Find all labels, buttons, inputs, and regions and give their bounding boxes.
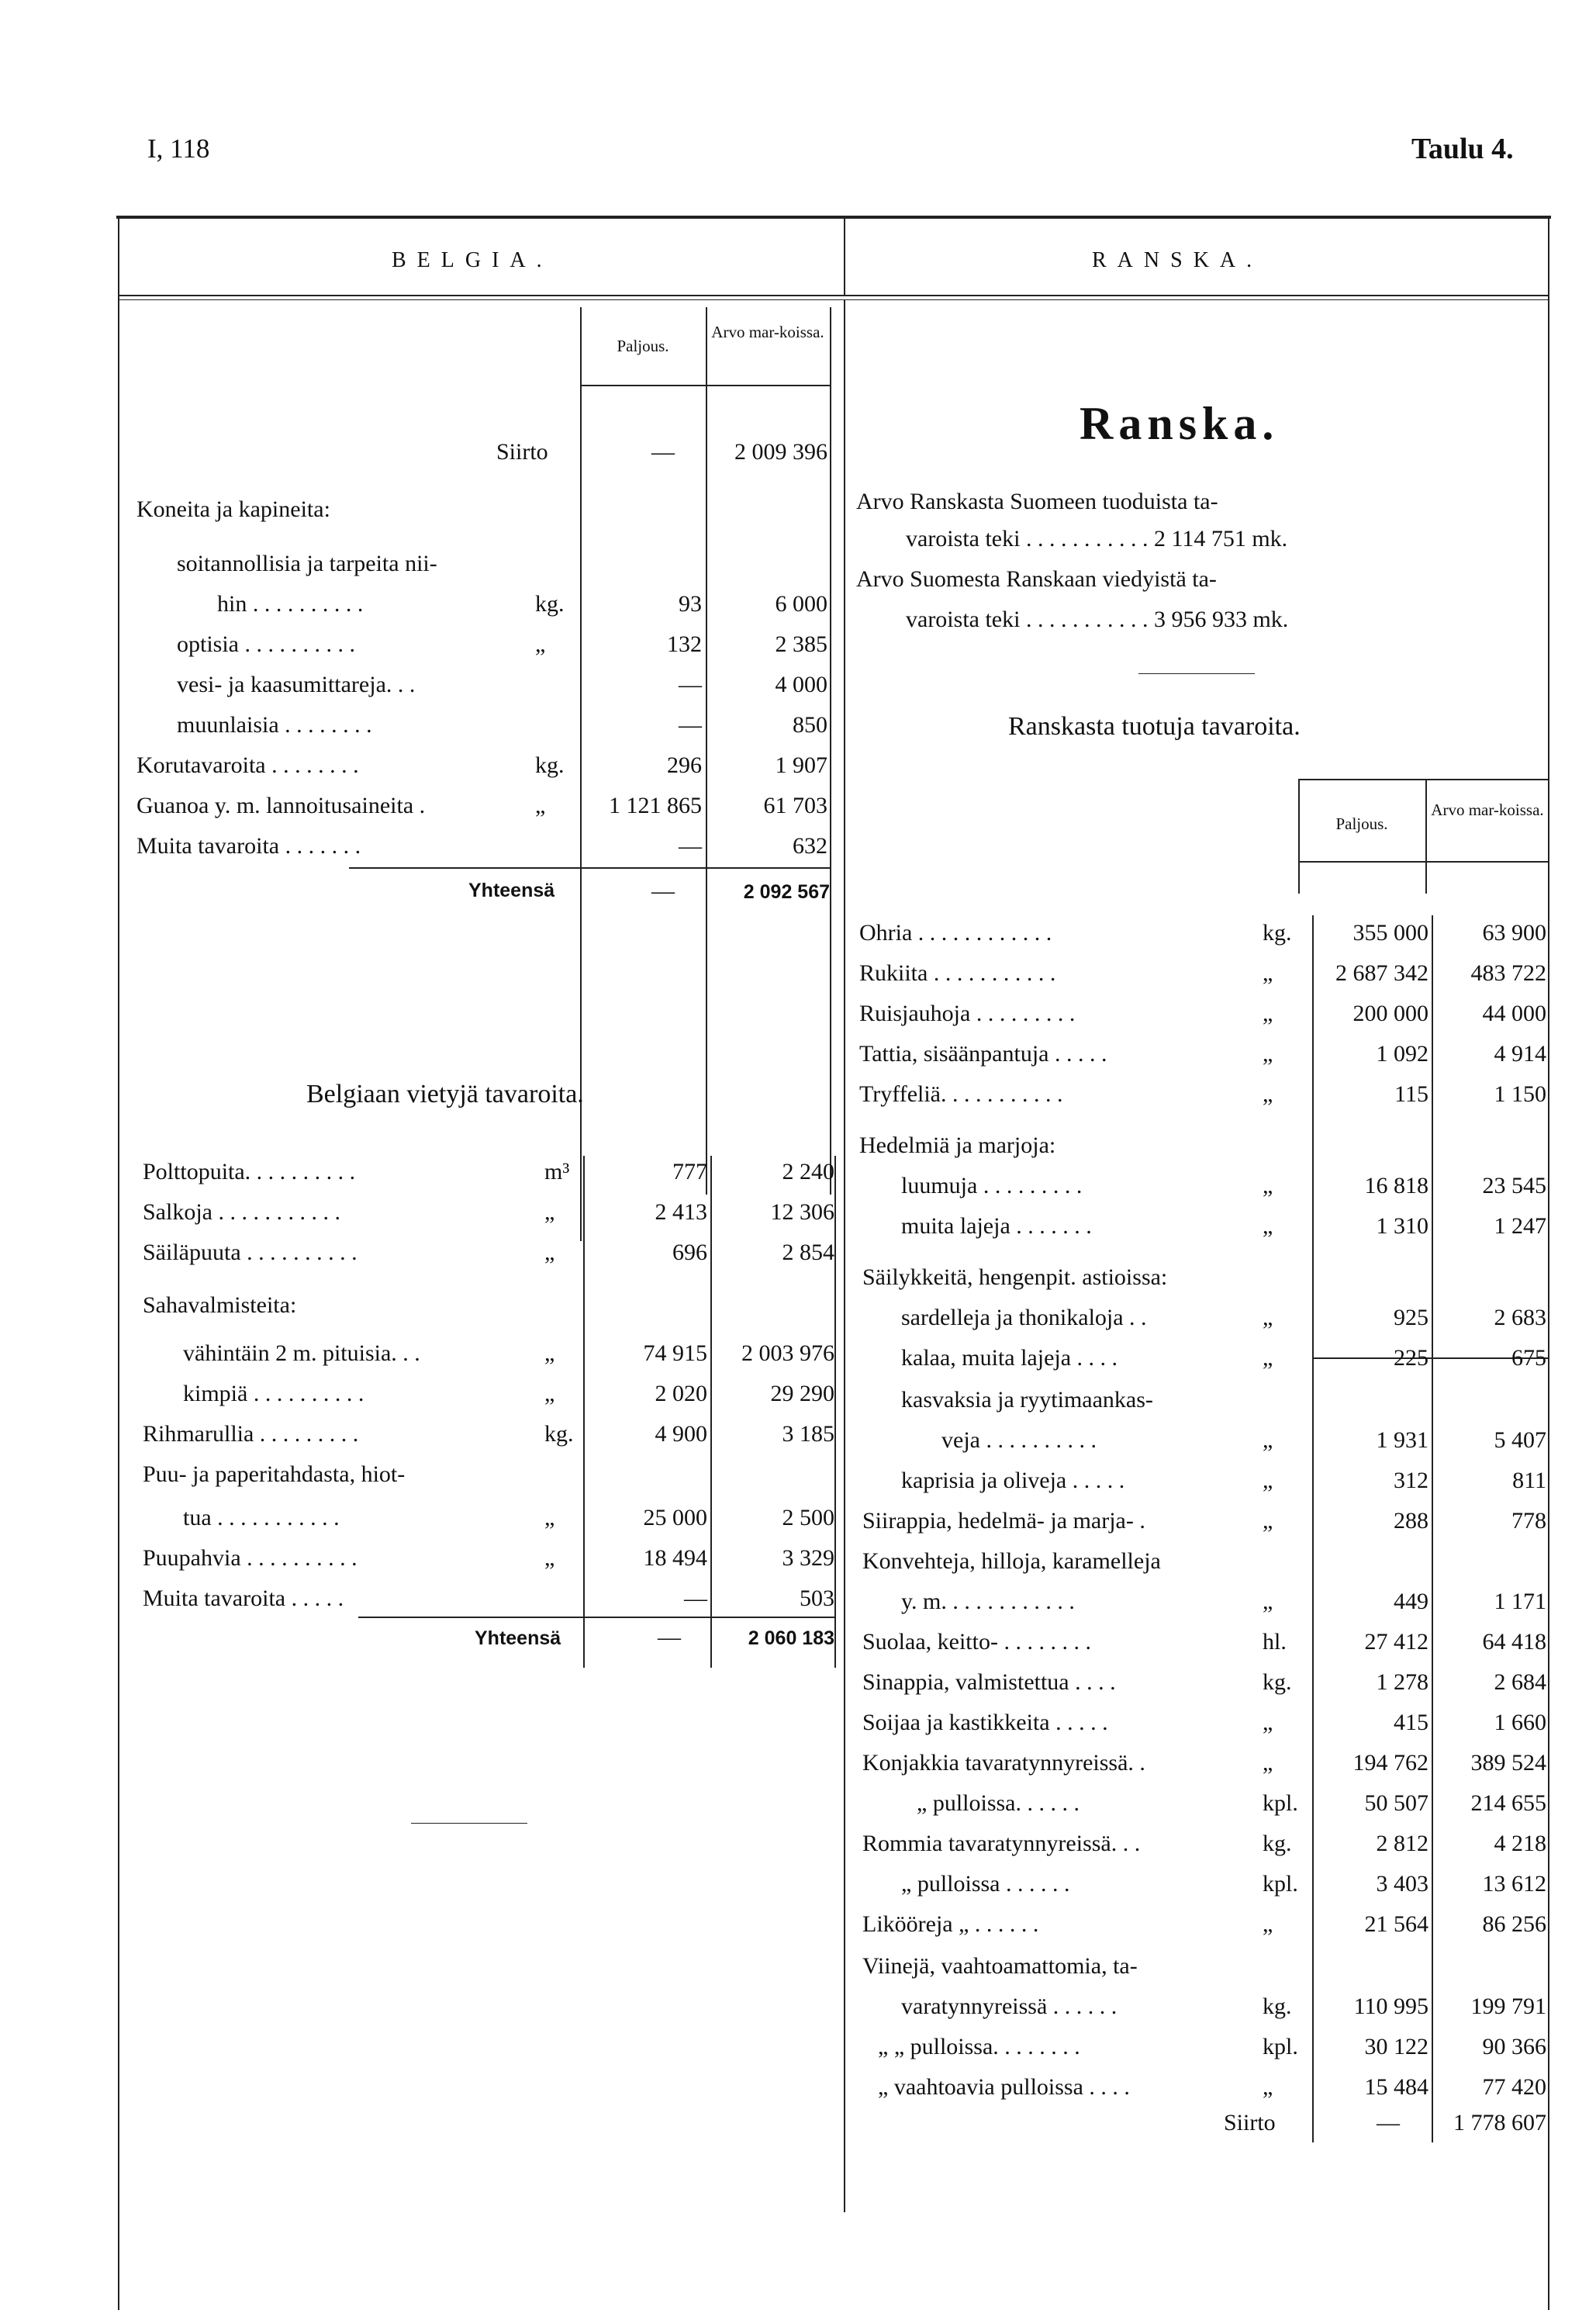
ranska-imports-qty: 21 564 xyxy=(1364,1911,1428,1937)
ranska-imports-label: „ pulloissa. . . . . . xyxy=(917,1790,1080,1816)
header-divider xyxy=(844,216,845,295)
belgia-exports-unit: kg. xyxy=(544,1421,574,1447)
ranska-imports-qty: 15 484 xyxy=(1364,2074,1428,2100)
ranska-imports-value: 77 420 xyxy=(1482,2074,1546,2100)
ranska-imports-qty: 2 687 342 xyxy=(1335,960,1428,986)
page-reference: I, 118 xyxy=(147,133,210,164)
belgia-exports-label: Rihmarullia . . . . . . . . . xyxy=(143,1421,359,1447)
ranska-summary-4: varoista teki . . . . . . . . . . . 3 956 933 mk. xyxy=(906,607,1289,632)
ranska-imports-value: 86 256 xyxy=(1482,1911,1546,1937)
ranska-imports-qty: 30 122 xyxy=(1364,2034,1428,2059)
ranska-imports-label: Tattia, sisäänpantuja . . . . . xyxy=(859,1041,1107,1067)
ranska-imports-label: Siirappia, hedelmä- ja marja- . xyxy=(862,1508,1145,1534)
ranska-imports-value: 13 612 xyxy=(1482,1871,1546,1897)
belgia-exports-label: Muita tavaroita . . . . . xyxy=(143,1586,344,1611)
ranska-imports-qty: 115 xyxy=(1394,1081,1428,1107)
belgia-imports-label: Koneita ja kapineita: xyxy=(136,496,330,522)
ranska-imports-qty: 2 812 xyxy=(1376,1831,1428,1856)
belgia-exports-label: tua . . . . . . . . . . . xyxy=(183,1505,340,1530)
ranska-col-value: Arvo mar-koissa. xyxy=(1431,801,1544,819)
ranska-imports-label: Soijaa ja kastikkeita . . . . . xyxy=(862,1710,1108,1735)
belgia-exports-qty: 18 494 xyxy=(643,1545,707,1571)
belgia-imports-unit: „ xyxy=(535,631,546,657)
belgia-imports-label: soitannollisia ja tarpeita nii- xyxy=(177,551,437,576)
ranska-imports-label: luumuja . . . . . . . . . xyxy=(901,1173,1083,1198)
belgia-exports-unit: „ xyxy=(544,1240,555,1265)
ranska-imports-qty: 1 278 xyxy=(1376,1669,1428,1695)
ranska-imports-qty: 27 412 xyxy=(1364,1629,1428,1655)
belgia-imports-total-value: 2 092 567 xyxy=(743,881,830,903)
ranska-imports-unit: „ xyxy=(1263,960,1273,986)
ranska-imports-qty: 925 xyxy=(1394,1305,1428,1330)
ranska-imports-unit: kg. xyxy=(1263,1669,1292,1695)
belgia-imports-qty: — xyxy=(679,712,702,738)
belgia-imports-value: 4 000 xyxy=(775,672,827,697)
belgia-imports-label: optisia . . . . . . . . . . xyxy=(177,631,355,657)
ranska-imports-value: 44 000 xyxy=(1482,1001,1546,1026)
belgia-exports-qty: 25 000 xyxy=(643,1505,707,1530)
ranska-imports-value: 1 660 xyxy=(1494,1710,1546,1735)
ranska-imports-unit: „ xyxy=(1263,1750,1273,1776)
ranska-imports-label: veja . . . . . . . . . . xyxy=(941,1427,1097,1453)
ranska-imports-label: Säilykkeitä, hengenpit. astioissa: xyxy=(862,1264,1168,1290)
ranska-imports-unit: kg. xyxy=(1263,1831,1292,1856)
ranska-imports-unit: „ xyxy=(1263,1468,1273,1493)
belgia-siirto-label: Siirto xyxy=(496,439,548,465)
belgia-exports-total-label: Yhteensä xyxy=(475,1627,561,1649)
belgia-exports-value: 29 290 xyxy=(770,1381,834,1406)
ranska-summary-rule xyxy=(1138,673,1255,674)
belgia-exports-label: kimpiä . . . . . . . . . . xyxy=(183,1381,364,1406)
ranska-imports-label: Rukiita . . . . . . . . . . . xyxy=(859,960,1056,986)
ranska-imports-qty: 1 310 xyxy=(1376,1213,1428,1239)
ranska-siirto-qty: — xyxy=(1377,2110,1400,2135)
ranska-colhead-rule xyxy=(1298,861,1549,863)
belgia-exports-title: Belgiaan vietyjä tavaroita. xyxy=(306,1080,584,1108)
ranska-imports-value: 4 914 xyxy=(1494,1041,1546,1067)
ranska-imports-label: Rommia tavaratynnyreissä. . . xyxy=(862,1831,1141,1856)
ranska-imports-qty: 415 xyxy=(1394,1710,1428,1735)
ranska-imports-label: Sinappia, valmistettua . . . . xyxy=(862,1669,1116,1695)
belgia-exports-label: Polttopuita. . . . . . . . . . xyxy=(143,1159,356,1184)
belgia-siirto-qty: — xyxy=(651,439,675,465)
ranska-imports-label: Ohria . . . . . . . . . . . . xyxy=(859,920,1052,946)
belgia-imports-qty: — xyxy=(679,833,702,859)
belgia-exports-label: Puu- ja paperitahdasta, hiot- xyxy=(143,1461,406,1487)
ranska-siirto-label: Siirto xyxy=(1224,2110,1276,2135)
ranska-imports-label: Likööreja „ . . . . . . xyxy=(862,1911,1039,1937)
ranska-imports-label: kaprisia ja oliveja . . . . . xyxy=(901,1468,1125,1493)
left-frame xyxy=(118,216,119,2310)
ranska-imports-qty: 1 092 xyxy=(1376,1041,1428,1067)
ranska-imports-qty: 312 xyxy=(1394,1468,1428,1493)
ranska-imports-value: 63 900 xyxy=(1482,920,1546,946)
ranska-imports-unit: „ xyxy=(1263,1710,1273,1735)
belgia-exports-qty: 2 020 xyxy=(655,1381,707,1406)
belgia-imports-qty: 132 xyxy=(667,631,702,657)
belgia-heading: BELGIA. xyxy=(392,248,553,272)
belgia-imports-value: 6 000 xyxy=(775,591,827,617)
ranska-imports-qty: 225 xyxy=(1394,1345,1428,1371)
ranska-imports-unit: „ xyxy=(1263,1081,1273,1107)
ranska-col-line-1 xyxy=(1298,779,1300,894)
ranska-siirto-line xyxy=(1432,2104,1433,2142)
belgia-imports-label: Korutavaroita . . . . . . . . xyxy=(136,752,359,778)
belgia-imports-value: 2 385 xyxy=(775,631,827,657)
ranska-imports-unit: „ xyxy=(1263,1911,1273,1937)
belgia-siirto-value: 2 009 396 xyxy=(734,439,827,465)
table-reference: Taulu 4. xyxy=(1411,133,1514,165)
ranska-imports-value: 5 407 xyxy=(1494,1427,1546,1453)
belgia-colhead-rule xyxy=(580,385,830,386)
ranska-siirto-line-2 xyxy=(1312,2104,1314,2142)
belgia-imports-value: 1 907 xyxy=(775,752,827,778)
ranska-imports-label: kalaa, muita lajeja . . . . xyxy=(901,1345,1118,1371)
belgia-imports-unit: kg. xyxy=(535,591,565,617)
ranska-imports-unit: kg. xyxy=(1263,1994,1292,2019)
right-frame xyxy=(1548,216,1549,2310)
belgia-imports-label: hin . . . . . . . . . . xyxy=(217,591,364,617)
ranska-imports-qty: 110 995 xyxy=(1353,1994,1428,2019)
ranska-imports-value: 214 655 xyxy=(1470,1790,1546,1816)
ranska-imports-value: 199 791 xyxy=(1470,1994,1546,2019)
ranska-imports-label: „ vaahtoavia pulloissa . . . . xyxy=(878,2074,1130,2100)
ranska-imports-label: kasvaksia ja ryytimaankas- xyxy=(901,1387,1153,1413)
belgia-imports-sum-rule xyxy=(349,867,830,869)
belgia-imports-qty: 296 xyxy=(667,752,702,778)
ranska-imports-qty: 449 xyxy=(1394,1589,1428,1614)
ranska-imports-unit: kg. xyxy=(1263,920,1292,946)
belgia-exports-value: 2 240 xyxy=(782,1159,834,1184)
belgia-exports-value: 3 329 xyxy=(782,1545,834,1571)
ranska-big-title: Ranska. xyxy=(1080,398,1280,449)
ranska-imports-label: „ „ pulloissa. . . . . . . . xyxy=(878,2034,1080,2059)
belgia-imports-unit: „ xyxy=(535,793,546,818)
belgia-end-rule xyxy=(411,1823,527,1824)
belgia-col-line-1 xyxy=(580,307,582,437)
belgia-exports-unit: „ xyxy=(544,1545,555,1571)
belgia-exports-qty: 696 xyxy=(672,1240,707,1265)
belgia-imports-total-label: Yhteensä xyxy=(468,880,555,901)
belgia-imports-label: Muita tavaroita . . . . . . . xyxy=(136,833,361,859)
ranska-imports-qty: 194 762 xyxy=(1352,1750,1428,1776)
ranska-imports-unit: „ xyxy=(1263,1001,1273,1026)
ranska-colhead-top-rule xyxy=(1298,779,1549,780)
ranska-imports-value: 64 418 xyxy=(1482,1629,1546,1655)
ranska-imports-value: 811 xyxy=(1512,1468,1546,1493)
ranska-imports-value: 778 xyxy=(1511,1508,1546,1534)
belgia-imports-label: vesi- ja kaasumittareja. . . xyxy=(177,672,416,697)
ranska-imports-qty: 355 000 xyxy=(1352,920,1428,946)
belgia-exports-label: Salkoja . . . . . . . . . . . xyxy=(143,1199,340,1225)
ranska-imports-label: y. m. . . . . . . . . . . . xyxy=(901,1589,1075,1614)
ranska-imports-title: Ranskasta tuotuja tavaroita. xyxy=(1008,712,1301,741)
belgia-exports-total-value: 2 060 183 xyxy=(748,1627,834,1649)
belgia-exports-label: Säiläpuuta . . . . . . . . . . xyxy=(143,1240,358,1265)
header-rule xyxy=(118,295,1549,296)
ranska-imports-qty: 16 818 xyxy=(1364,1173,1428,1198)
ranska-imports-unit: „ xyxy=(1263,1589,1273,1614)
ranska-imports-label: „ pulloissa . . . . . . xyxy=(901,1871,1070,1897)
ranska-imports-value: 4 218 xyxy=(1494,1831,1546,1856)
ranska-imports-label: Ruisjauhoja . . . . . . . . . xyxy=(859,1001,1076,1026)
ranska-imports-unit: hl. xyxy=(1263,1629,1287,1655)
belgia-imports-value: 850 xyxy=(793,712,827,738)
ranska-col-qty: Paljous. xyxy=(1335,814,1388,833)
belgia-exp-col-line-3 xyxy=(834,1156,836,1668)
belgia-imports-qty: 93 xyxy=(679,591,702,617)
ranska-col-line-2 xyxy=(1425,779,1427,894)
ranska-imports-value: 1 247 xyxy=(1494,1213,1546,1239)
belgia-imports-label: Guanoa y. m. lannoitusaineita . xyxy=(136,793,426,818)
ranska-imports-unit: „ xyxy=(1263,1305,1273,1330)
ranska-imports-value: 389 524 xyxy=(1470,1750,1546,1776)
ranska-imports-value: 675 xyxy=(1511,1345,1546,1371)
ranska-imports-label: sardelleja ja thonikaloja . . xyxy=(901,1305,1147,1330)
belgia-exports-unit: „ xyxy=(544,1340,555,1366)
ranska-imports-unit: kpl. xyxy=(1263,1871,1298,1897)
belgia-imports-label: muunlaisia . . . . . . . . xyxy=(177,712,372,738)
header-rule-2 xyxy=(118,299,1549,300)
ranska-imports-label: muita lajeja . . . . . . . xyxy=(901,1213,1092,1239)
ranska-imports-unit: „ xyxy=(1263,2074,1273,2100)
belgia-exports-qty: 2 413 xyxy=(655,1199,707,1225)
belgia-exports-value: 2 500 xyxy=(782,1505,834,1530)
belgia-imports-unit: kg. xyxy=(535,752,565,778)
top-rule xyxy=(116,216,1551,219)
belgia-exports-unit: m³ xyxy=(544,1159,570,1184)
ranska-imports-unit: „ xyxy=(1263,1508,1273,1534)
ranska-imports-label: Suolaa, keitto- . . . . . . . . xyxy=(862,1629,1091,1655)
ranska-imports-value: 2 683 xyxy=(1494,1305,1546,1330)
belgia-exports-qty: 74 915 xyxy=(643,1340,707,1366)
ranska-imports-unit: „ xyxy=(1263,1345,1273,1371)
ranska-summary-1: Arvo Ranskasta Suomeen tuoduista ta- xyxy=(856,489,1218,514)
ranska-imports-value: 2 684 xyxy=(1494,1669,1546,1695)
center-divider-upper xyxy=(844,299,845,1106)
ranska-imports-qty: 288 xyxy=(1394,1508,1428,1534)
belgia-exports-sum-rule xyxy=(358,1617,836,1618)
ranska-imports-label: varatynnyreissä . . . . . . xyxy=(901,1994,1118,2019)
belgia-imports-qty: 1 121 865 xyxy=(609,793,702,818)
belgia-imports-value: 61 703 xyxy=(763,793,827,818)
ranska-imports-value: 90 366 xyxy=(1482,2034,1546,2059)
ranska-imports-qty: 200 000 xyxy=(1352,1001,1428,1026)
belgia-imports-qty: — xyxy=(679,672,702,697)
ranska-imports-unit: kpl. xyxy=(1263,2034,1298,2059)
ranska-imports-unit: kpl. xyxy=(1263,1790,1298,1816)
ranska-imports-label: Hedelmiä ja marjoja: xyxy=(859,1133,1056,1158)
ranska-imports-unit: „ xyxy=(1263,1213,1273,1239)
ranska-imports-label: Viinejä, vaahtoamattomia, ta- xyxy=(862,1953,1138,1979)
belgia-exports-label: vähintäin 2 m. pituisia. . . xyxy=(183,1340,420,1366)
belgia-exports-label: Sahavalmisteita: xyxy=(143,1292,297,1318)
ranska-imports-label: Tryffeliä. . . . . . . . . . . xyxy=(859,1081,1063,1107)
ranska-imports-value: 1 171 xyxy=(1494,1589,1546,1614)
ranska-siirto-value: 1 778 607 xyxy=(1453,2110,1546,2135)
ranska-imports-value: 1 150 xyxy=(1494,1081,1546,1107)
ranska-imports-label: Konjakkia tavaratynnyreissä. . xyxy=(862,1750,1145,1776)
belgia-exports-unit: „ xyxy=(544,1199,555,1225)
ranska-summary-2: varoista teki . . . . . . . . . . . 2 114 751 mk. xyxy=(906,526,1288,552)
ranska-heading: RANSKA. xyxy=(1092,248,1263,272)
belgia-imports-value: 632 xyxy=(793,833,827,859)
belgia-exports-value: 2 854 xyxy=(782,1240,834,1265)
ranska-imports-value: 23 545 xyxy=(1482,1173,1546,1198)
belgia-col-qty: Paljous. xyxy=(617,337,669,355)
ranska-imports-unit: „ xyxy=(1263,1041,1273,1067)
ranska-imports-label: Konvehteja, hilloja, karamelleja xyxy=(862,1548,1161,1574)
belgia-exports-label: Puupahvia . . . . . . . . . . xyxy=(143,1545,358,1571)
belgia-exports-value: 503 xyxy=(800,1586,834,1611)
belgia-exports-value: 3 185 xyxy=(782,1421,834,1447)
belgia-exports-unit: „ xyxy=(544,1505,555,1530)
belgia-exports-qty: 4 900 xyxy=(655,1421,707,1447)
ranska-imports-qty: 1 931 xyxy=(1376,1427,1428,1453)
ranska-summary-3: Arvo Suomesta Ranskaan viedyistä ta- xyxy=(856,566,1217,592)
ranska-imports-qty: 3 403 xyxy=(1376,1871,1428,1897)
belgia-col-line-3 xyxy=(830,307,831,1195)
ranska-imports-unit: „ xyxy=(1263,1427,1273,1453)
ranska-imports-value: 483 722 xyxy=(1470,960,1546,986)
belgia-col-value: Arvo mar-koissa. xyxy=(711,323,824,341)
ranska-imports-qty: 50 507 xyxy=(1364,1790,1428,1816)
ranska-imports-unit: „ xyxy=(1263,1173,1273,1198)
belgia-exports-qty: — xyxy=(684,1586,707,1611)
belgia-exports-total-qty: — xyxy=(658,1624,681,1650)
belgia-exports-unit: „ xyxy=(544,1381,555,1406)
belgia-exports-qty: 777 xyxy=(672,1159,707,1184)
belgia-exports-value: 2 003 976 xyxy=(741,1340,834,1366)
belgia-imports-total-qty: — xyxy=(651,878,675,904)
belgia-exports-value: 12 306 xyxy=(770,1199,834,1225)
center-divider-lower xyxy=(844,1106,845,2212)
